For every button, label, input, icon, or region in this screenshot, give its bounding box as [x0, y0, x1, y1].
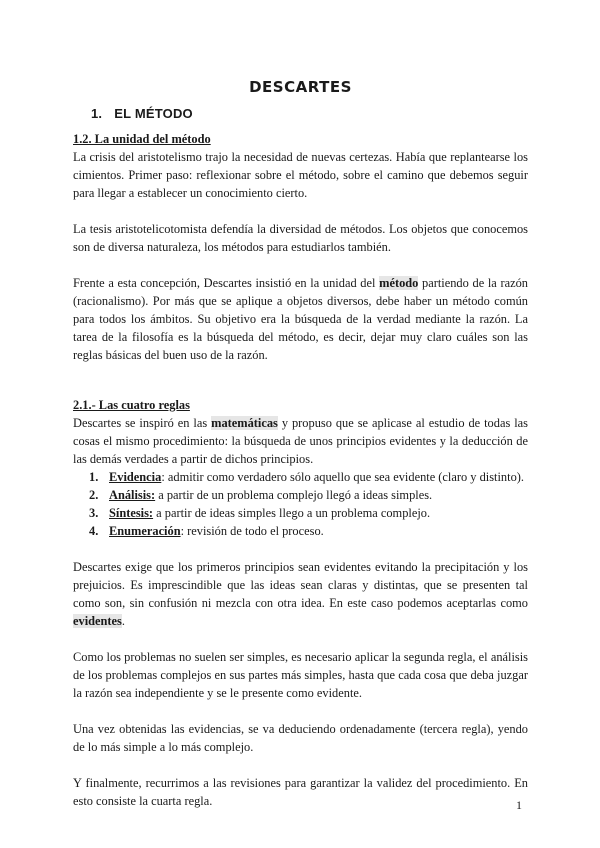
paragraph-5 [73, 558, 528, 630]
subsection-heading-unidad: 1.2. La unidad del método [73, 132, 211, 146]
paragraph-3-bold: método [379, 276, 419, 290]
list-item-term: Evidencia [109, 470, 162, 484]
list-item-term: Enumeración [109, 524, 181, 538]
paragraph-4-bold: matemáticas [211, 416, 278, 430]
section-heading [91, 104, 528, 124]
document-title: DESCARTES [249, 78, 352, 96]
paragraph-4-text-a: Descartes se inspiró en las [73, 416, 212, 430]
paragraph-3-text-a: Frente a esta concepción, Descartes insistió en la unidad del [73, 276, 380, 290]
list-item-text: : admitir como verdadero sólo aquello que sea evidente (claro y distinto). [161, 470, 524, 484]
list-item [73, 504, 528, 522]
paragraph-8: Y finalmente, recurrimos a las revisiones para garantizar la validez del procedimiento. En esto consiste la cuarta regla. [73, 776, 528, 808]
paragraph-1: La crisis del aristotelismo trajo la necesidad de nuevas certezas. Había que replantearse los cimientos. Primer paso: reflexionar sobre el método, sobre el camino que debemos seguir para llegar a establecer un conocimiento cierto. [73, 150, 528, 200]
subsection-heading-reglas: 2.1.- Las cuatro reglas [73, 398, 190, 412]
list-item [73, 486, 528, 504]
list-item [73, 468, 528, 486]
list-item [73, 522, 528, 540]
list-item-text: a partir de ideas simples llego a un problema complejo. [153, 506, 431, 520]
paragraph-3 [73, 274, 528, 364]
list-item-term: Síntesis: [109, 506, 154, 520]
page-content [73, 76, 528, 810]
paragraph-4 [73, 414, 528, 468]
paragraph-5-bold: evidentes [73, 614, 122, 628]
paragraph-6: Como los problemas no suelen ser simples, es necesario aplicar la segunda regla, el análisis de los problemas complejos en sus partes más simples, hasta que cada cosa que deba juzgar la razón sea independiente y se le presente como evidente. [73, 650, 528, 700]
list-item-number: 4. [89, 524, 99, 538]
paragraph-5-text-b: . [121, 614, 125, 628]
list-item-text: a partir de un problema complejo llegó a ideas simples. [155, 488, 433, 502]
list-item-number: 3. [89, 506, 99, 520]
rules-list [73, 468, 528, 540]
paragraph-5-text-a: Descartes exige que los primeros principios sean evidentes evitando la precipitación y los prejuicios. Es imprescindible que las ideas sean claras y distintas, que se presenten tal como son, sin confusión ni mezcla con otra idea. En este caso podemos aceptarlas como [73, 560, 528, 610]
list-item-term: Análisis: [109, 488, 156, 502]
list-item-text: : revisión de todo el proceso. [180, 524, 324, 538]
list-item-number: 2. [89, 488, 99, 502]
list-item-number: 1. [89, 470, 99, 484]
section-number: 1. [91, 106, 103, 121]
paragraph-3-text-b: partiendo de la razón (racionalismo). Por más que se aplique a objetos diversos, debe haber un método común para todos los ámbitos. Su objetivo era la búsqueda de la verdad mediante la razón. La tarea de la filosofía es la búsqueda del método, es decir, dejar muy claro cuáles son las reglas básicas del buen uso de la razón. [73, 276, 528, 362]
paragraph-4-text-b: y propuso que se aplicase al estudio de todas las cosas el mismo procedimiento: la búsqueda de unos principios evidentes y la deducción de las demás verdades a partir de dichos principios. [73, 416, 528, 466]
section-label: EL MÉTODO [114, 106, 193, 121]
page-number: 1 [516, 798, 522, 812]
paragraph-7: Una vez obtenidas las evidencias, se va deduciendo ordenadamente (tercera regla), yendo de lo más simple a lo más complejo. [73, 722, 528, 754]
paragraph-2: La tesis aristotelicotomista defendía la diversidad de métodos. Los objetos que conocemos son de diversa naturaleza, los métodos para estudiarlos también. [73, 222, 528, 254]
